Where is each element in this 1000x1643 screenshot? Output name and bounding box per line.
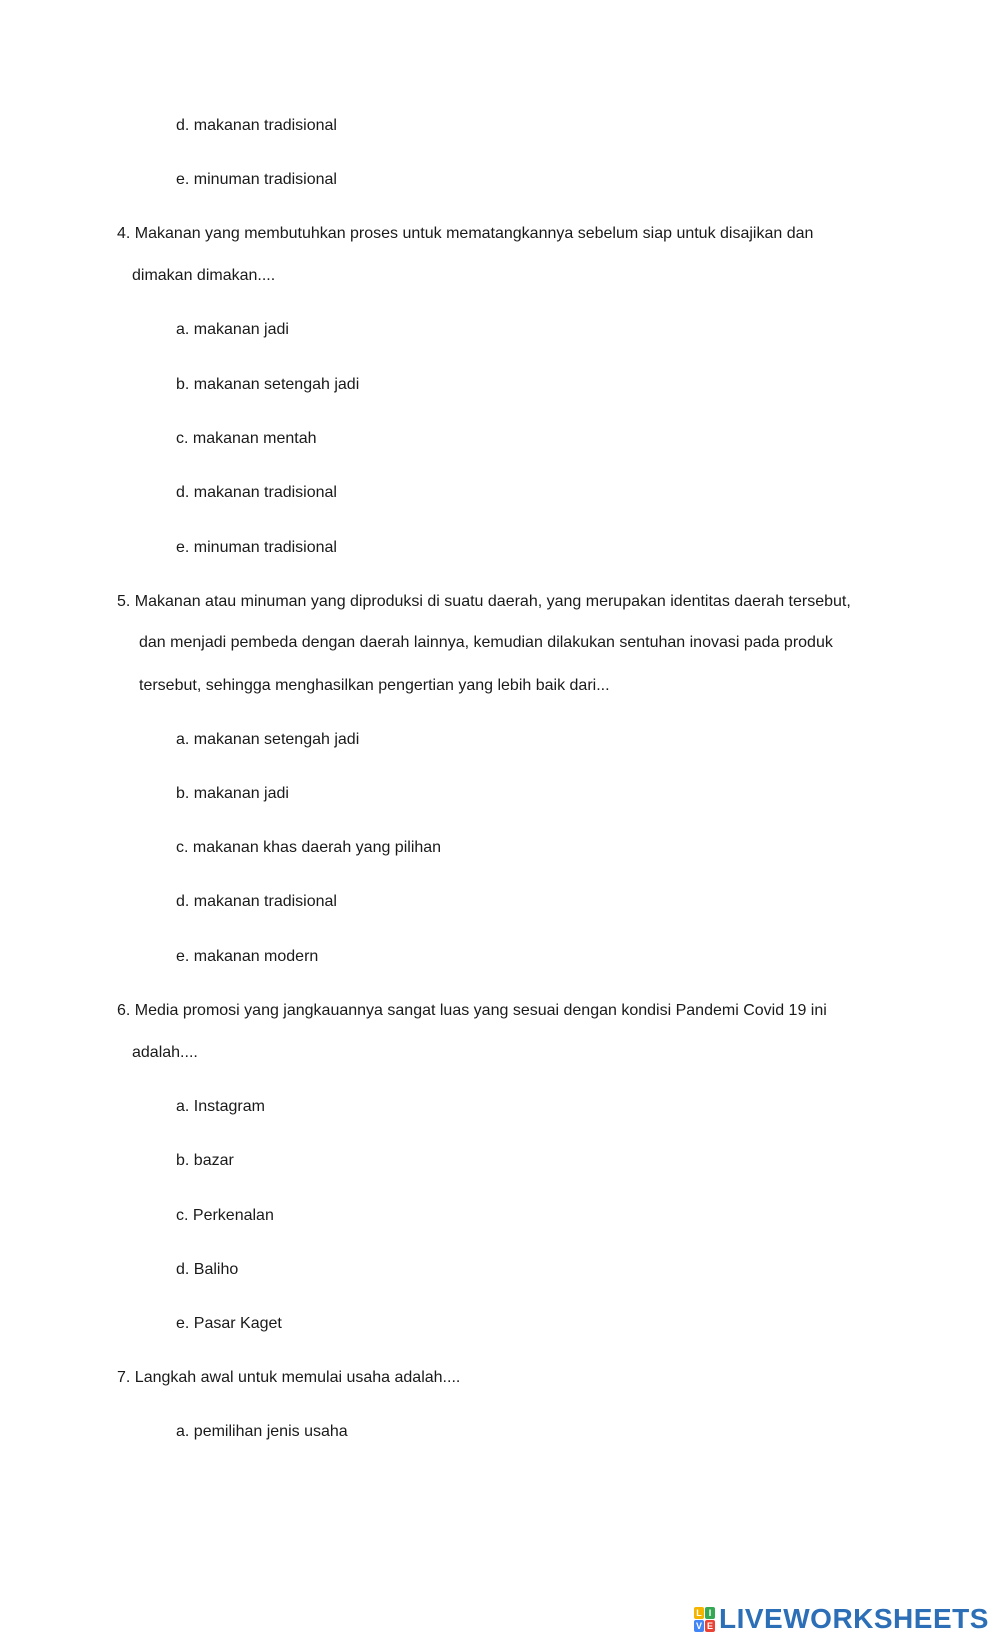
q6-option-c: c. Perkenalan (176, 1207, 274, 1224)
q5-question-line-2: dan menjadi pembeda dengan daerah lainnya, kemudian dilakukan sentuhan inovasi pada produk (139, 634, 833, 651)
q4-option-d: d. makanan tradisional (176, 484, 337, 501)
q6-question-line-2: adalah.... (132, 1044, 198, 1061)
liveworksheets-logo-icon (694, 1607, 715, 1632)
q6-option-b: b. bazar (176, 1152, 234, 1169)
q5-option-e: e. makanan modern (176, 948, 319, 965)
q4-option-e: e. minuman tradisional (176, 539, 337, 556)
q6-question-line-1: 6. Media promosi yang jangkauannya sangat luas yang sesuai dengan kondisi Pandemi Covid 19 ini (117, 1002, 827, 1019)
logo-letter-i: I (705, 1607, 715, 1619)
q7-question-line-1: 7. Langkah awal untuk memulai usaha adalah.... (117, 1369, 461, 1386)
q5-question-line-1: 5. Makanan atau minuman yang diproduksi di suatu daerah, yang merupakan identitas daerah tersebut, (117, 593, 851, 610)
q7-option-a: a. pemilihan jenis usaha (176, 1423, 348, 1440)
q6-option-d: d. Baliho (176, 1261, 239, 1278)
q6-option-a: a. Instagram (176, 1098, 265, 1115)
q6-option-e: e. Pasar Kaget (176, 1315, 282, 1332)
q5-option-c: c. makanan khas daerah yang pilihan (176, 839, 442, 856)
logo-letter-e: E (706, 1620, 713, 1631)
q4-question-line-1: 4. Makanan yang membutuhkan proses untuk mematangkannya sebelum siap untuk disajikan dan (117, 225, 814, 242)
q4-question-line-2: dimakan dimakan.... (132, 267, 276, 284)
q4-option-c: c. makanan mentah (176, 430, 317, 447)
q5-option-a: a. makanan setengah jadi (176, 731, 360, 748)
q5-option-d: d. makanan tradisional (176, 893, 337, 910)
q4-option-a: a. makanan jadi (176, 321, 289, 338)
q3-option-e: e. minuman tradisional (176, 171, 337, 188)
q5-question-line-3: tersebut, sehingga menghasilkan pengertian yang lebih baik dari... (139, 677, 610, 694)
logo-letter-v: V (695, 1620, 702, 1631)
liveworksheets-logo-text: LIVEWORKSHEETS (719, 1603, 989, 1634)
logo-letter-l: L (694, 1607, 704, 1619)
q3-option-d: d. makanan tradisional (176, 117, 337, 134)
liveworksheets-logo (694, 1604, 989, 1634)
q4-option-b: b. makanan setengah jadi (176, 376, 360, 393)
q5-option-b: b. makanan jadi (176, 785, 289, 802)
